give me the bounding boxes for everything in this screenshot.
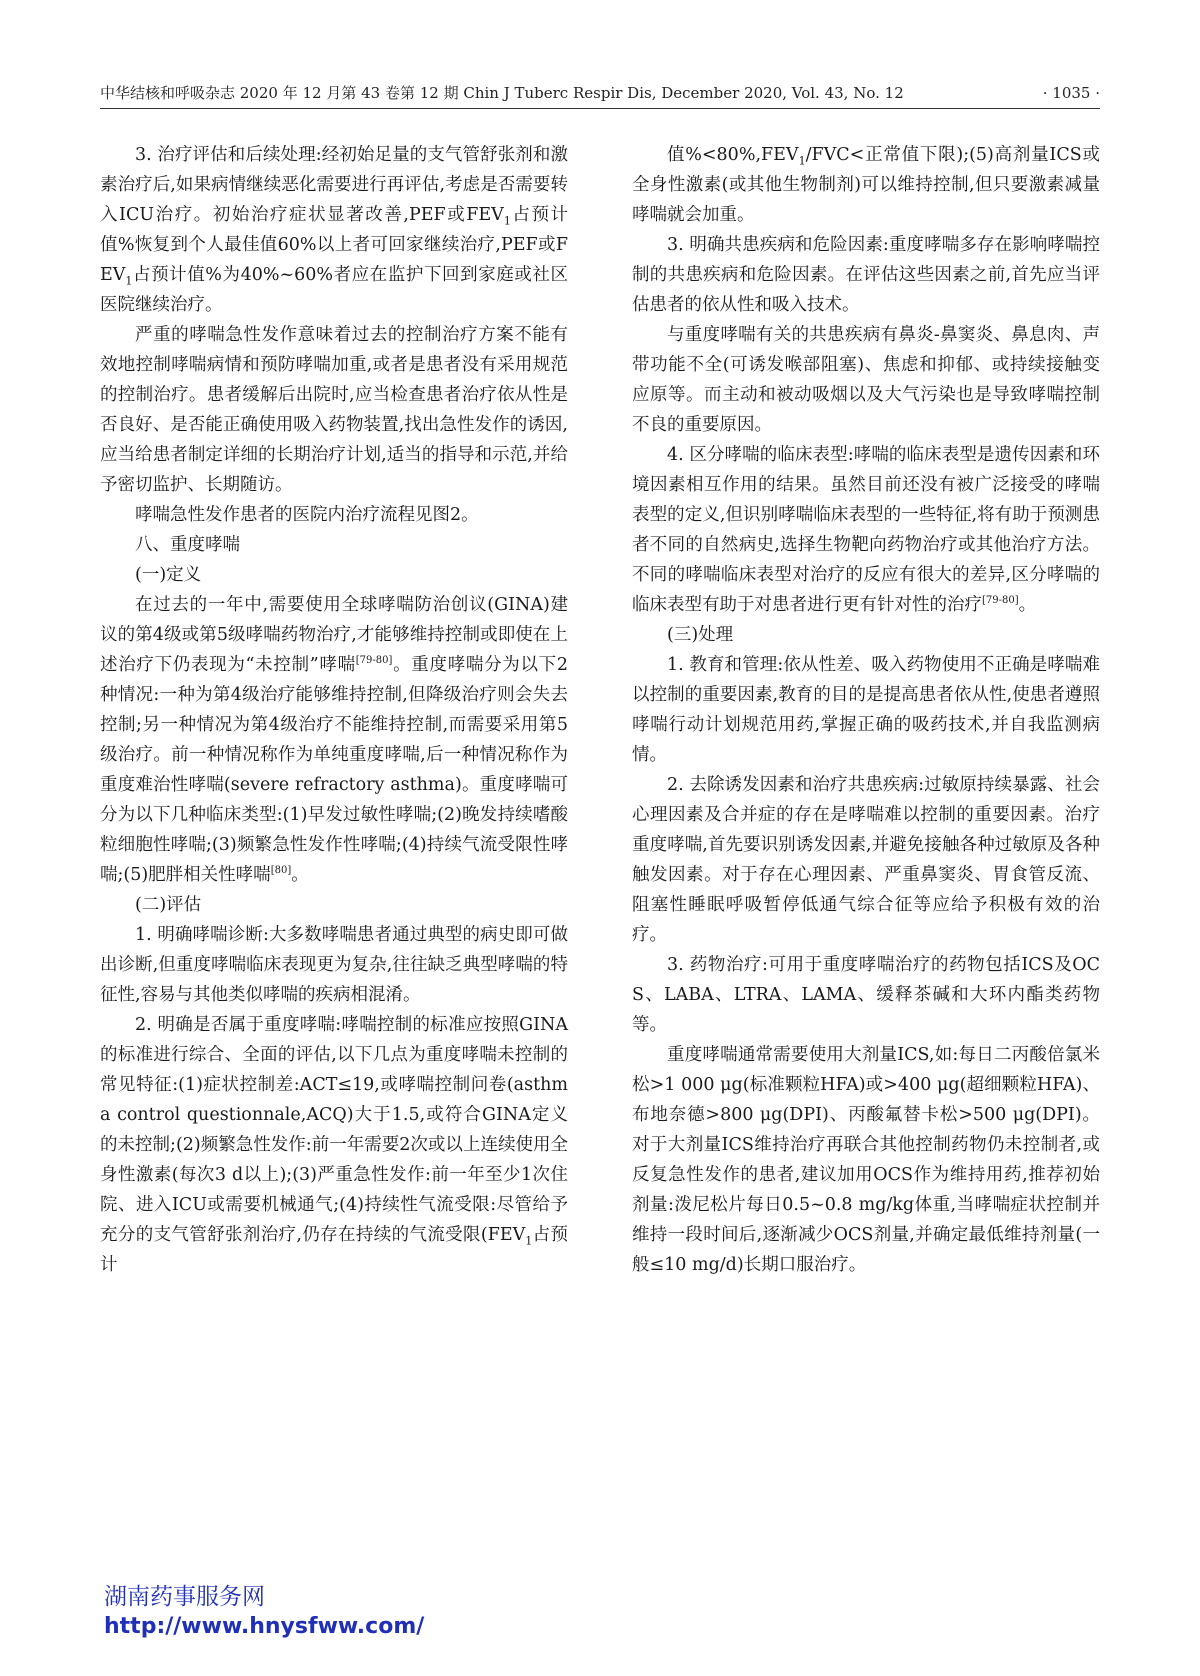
watermark-site-name: 湖南药事服务网 (104, 1584, 265, 1610)
watermark (104, 1582, 424, 1642)
journal-citation: 中华结核和呼吸杂志 2020 年 12 月第 43 卷第 12 期 Chin J Tuberc Respir Dis, December 2020, Vol. 43, No. 12 (100, 84, 904, 102)
paragraph: (一)定义 (135, 565, 202, 585)
paragraph: 3. 药物治疗:可用于重度哮喘治疗的药物包括ICS及OCS、LABA、LTRA、LAMA、缓释茶碱和大环内酯类药物等。 (632, 955, 1100, 1035)
paragraph: 4. 区分哮喘的临床表型:哮喘的临床表型是遗传因素和环境因素相互作用的结果。虽然目前还没有被广泛接受的哮喘表型的定义,但识别哮喘临床表型的一些特征,将有助于预测患者不同的自然病史,选择生物靶向药物治疗或其他治疗方法。不同的哮喘临床表型对治疗的反应有很大的差异,区分哮喘的临床表型有助于对患者进行更有针对性的治疗[79-80]。 (632, 445, 1100, 615)
paragraph: 1. 明确哮喘诊断:大多数哮喘患者通过典型的病史即可做出诊断,但重度哮喘临床表现更为复杂,往往缺乏典型哮喘的特征性,容易与其他类似哮喘的疾病相混淆。 (100, 925, 568, 1005)
paragraph: 哮喘急性发作患者的医院内治疗流程见图2。 (135, 505, 479, 525)
page-number: · 1035 · (1042, 84, 1100, 102)
paragraph: 3. 明确共患疾病和危险因素:重度哮喘多存在影响哮喘控制的共患疾病和危险因素。在评估这些因素之前,首先应当评估患者的依从性和吸入技术。 (632, 235, 1100, 315)
paragraph: 严重的哮喘急性发作意味着过去的控制治疗方案不能有效地控制哮喘病情和预防哮喘加重,或者是患者没有采用规范的控制治疗。患者缓解后出院时,应当检查患者治疗依从性是否良好、是否能正确使用吸入药物装置,找出急性发作的诱因,应当给患者制定详细的长期治疗计划,适当的指导和示范,并给予密切监护、长期随访。 (100, 325, 568, 495)
paragraph: 3. 治疗评估和后续处理:经初始足量的支气管舒张剂和激素治疗后,如果病情继续恶化需要进行再评估,考虑是否需要转入ICU治疗。初始治疗症状显著改善,PEF或$FEV_1$占预计值%恢复到个人最佳值60%以上者可回家继续治疗,PEF或$FEV_1$占预计值%为40%~60%者应在监护下回到家庭或社区医院继续治疗。 (100, 145, 568, 315)
running-header (100, 80, 1100, 109)
paragraph: 与重度哮喘有关的共患疾病有鼻炎-鼻窦炎、鼻息肉、声带功能不全(可诱发喉部阻塞)、焦虑和抑郁、或持续接触变应原等。而主动和被动吸烟以及大气污染也是导致哮喘控制不良的重要原因。 (632, 325, 1100, 435)
watermark-url[interactable]: http://www.hnysfww.com/ (104, 1614, 425, 1639)
paragraph: 在过去的一年中,需要使用全球哮喘防治创议(GINA)建议的第4级或第5级哮喘药物治疗,才能够维持控制或即使在上述治疗下仍表现为“未控制”哮喘[79-80]。重度哮喘分为以下2种情况:一种为第4级治疗能够维持控制,但降级治疗则会失去控制;另一种情况为第4级治疗不能维持控制,而需要采用第5级治疗。前一种情况称作为单纯重度哮喘,后一种情况称作为重度难治性哮喘(severe refractory asthma)。重度哮喘可分为以下几种临床类型:(1)早发过敏性哮喘;(2)晚发持续嗜酸粒细胞性哮喘;(3)频繁急性发作性哮喘;(4)持续气流受限性哮喘;(5)肥胖相关性哮喘[80]。 (100, 595, 568, 885)
paragraph: (三)处理 (667, 625, 734, 645)
left-column (100, 140, 568, 1280)
paragraph: 重度哮喘通常需要使用大剂量ICS,如:每日二丙酸倍氯米松>1 000 μg(标准颗粒HFA)或>400 μg(超细颗粒HFA)、布地奈德>800 μg(DPI)、丙酸氟替卡松>500 μg(DPI)。对于大剂量ICS维持治疗再联合其他控制药物仍未控制者,或反复急性发作的患者,建议加用OCS作为维持用药,推荐初始剂量:泼尼松片每日0.5~0.8 mg/kg体重,当哮喘症状控制并维持一段时间后,逐渐减少OCS剂量,并确定最低维持剂量(一般≤10 mg/d)长期口服治疗。 (632, 1045, 1100, 1275)
paragraph: 2. 明确是否属于重度哮喘:哮喘控制的标准应按照GINA的标准进行综合、全面的评估,以下几点为重度哮喘未控制的常见特征:(1)症状控制差:ACT≤19,或哮喘控制问卷(asthma control questionnale,ACQ)大于1.5,或符合GINA定义的未控制;(2)频繁急性发作:前一年需要2次或以上连续使用全身性激素(每次3 d以上);(3)严重急性发作:前一年至少1次住院、进入ICU或需要机械通气;(4)持续性气流受限:尽管给予充分的支气管舒张剂治疗,仍存在持续的气流受限($FEV_1$占预计 (100, 1015, 568, 1275)
paragraph: 2. 去除诱发因素和治疗共患疾病:过敏原持续暴露、社会心理因素及合并症的存在是哮喘难以控制的重要因素。治疗重度哮喘,首先要识别诱发因素,并避免接触各种过敏原及各种触发因素。对于存在心理因素、严重鼻窦炎、胃食管反流、阻塞性睡眠呼吸暂停低通气综合征等应给予积极有效的治疗。 (632, 775, 1100, 945)
paragraph: 1. 教育和管理:依从性差、吸入药物使用不正确是哮喘难以控制的重要因素,教育的目的是提高患者依从性,使患者遵照哮喘行动计划规范用药,掌握正确的吸药技术,并自我监测病情。 (632, 655, 1100, 765)
right-column (632, 140, 1100, 1280)
paragraph: 值$\%<80\%,FEV_1/FVC<$正常值下限);(5)高剂量ICS或全身性激素(或其他生物制剂)可以维持控制,但只要激素减量哮喘就会加重。 (632, 145, 1100, 225)
paragraph: (二)评估 (135, 895, 202, 915)
paragraph: 八、重度哮喘 (135, 535, 240, 555)
